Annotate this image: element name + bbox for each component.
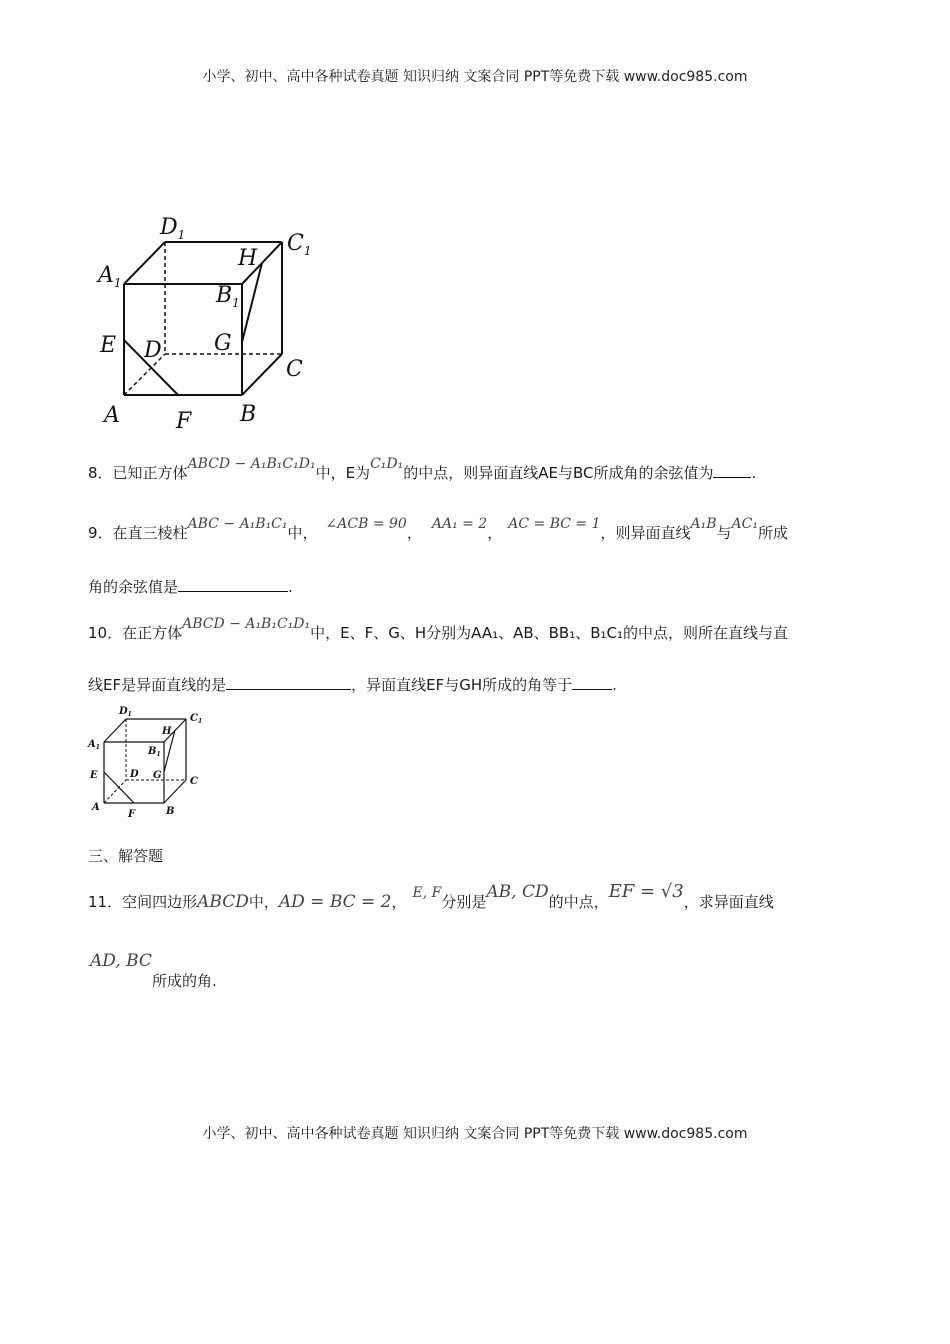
question-11-line2: 所成的角.: [152, 972, 217, 990]
answer-blank-9[interactable]: [178, 577, 288, 592]
label-H: H: [238, 246, 258, 271]
svg-text:A1: $A_1$: [88, 739, 100, 751]
label-F: F: [176, 409, 192, 434]
label-G: G: [214, 331, 232, 356]
label-B: B: [240, 402, 257, 427]
svg-text:H: H: [162, 726, 172, 737]
label-D: D: [144, 338, 162, 363]
svg-text:A: A: [92, 802, 100, 813]
question-10: 10．在正方体ABCD − A₁B₁C₁D₁中，E、F、G、H分别为AA₁、AB、BB₁、B₁C₁的中点，则所在直线与直: [88, 616, 789, 642]
svg-text:F: F: [128, 809, 136, 820]
label-D1: $D_1$: [160, 215, 186, 242]
svg-text:D: D: [130, 769, 139, 780]
question-11: 11．空间四边形ABCD中，AD = BC = 2， E, F分别是AB, CD的中点，EF = √3，求异面直线: [88, 881, 774, 912]
question-9-line2: 角的余弦值是 .: [88, 578, 293, 596]
question-9: 9．在直三棱柱ABC − A₁B₁C₁中， ∠ACB = 90， AA₁ = 2， AC = BC = 1，则异面直线A₁B与AC₁所成: [88, 516, 788, 542]
label-E: E: [100, 333, 117, 358]
answer-blank-10a[interactable]: [226, 675, 351, 690]
svg-text:B: B: [166, 806, 175, 817]
label-B1: $B_1$: [216, 283, 240, 310]
svg-text:G: G: [153, 770, 162, 781]
svg-text:B1: $B_1$: [148, 746, 161, 758]
question-10-line2: 线EF是异面直线的是 ，异面直线EF与GH所成的角等于 .: [88, 676, 617, 694]
label-C: C: [286, 357, 303, 382]
edge-BC: [242, 354, 282, 395]
page-footer: 小学、初中、高中各种试卷真题 知识归纳 文案合同 PPT等免费下载 www.doc985.com: [202, 1126, 748, 1142]
answer-blank-10b[interactable]: [572, 675, 612, 690]
section-title: 三、解答题: [88, 847, 164, 865]
answer-blank-8[interactable]: [713, 463, 751, 478]
label-A1: $A_1$: [98, 263, 122, 290]
question-8: 8．已知正方体ABCD − A₁B₁C₁D₁中，E为C₁D₁的中点，则异面直线AE与BC所成角的余弦值为 .: [88, 462, 756, 485]
page-header: 小学、初中、高中各种试卷真题 知识归纳 文案合同 PPT等免费下载 www.doc985.com: [202, 69, 748, 85]
label-A: A: [104, 403, 120, 428]
svg-text:C1: $C_1$: [190, 713, 203, 725]
svg-text:E: E: [90, 770, 98, 781]
math-C1D1: C₁D₁: [370, 456, 404, 472]
svg-text:C: C: [190, 776, 198, 787]
cube-figure-small: [86, 700, 211, 825]
svg-text:D1: $D_1$: [119, 706, 132, 718]
edge-A1D1: [124, 242, 165, 284]
label-C1: $C_1$: [287, 231, 312, 258]
question-11-math-AD-BC: AD, BC: [90, 951, 152, 971]
cube-figure-large: [90, 200, 330, 435]
math-cube: ABCD − A₁B₁C₁D₁: [187, 456, 316, 472]
